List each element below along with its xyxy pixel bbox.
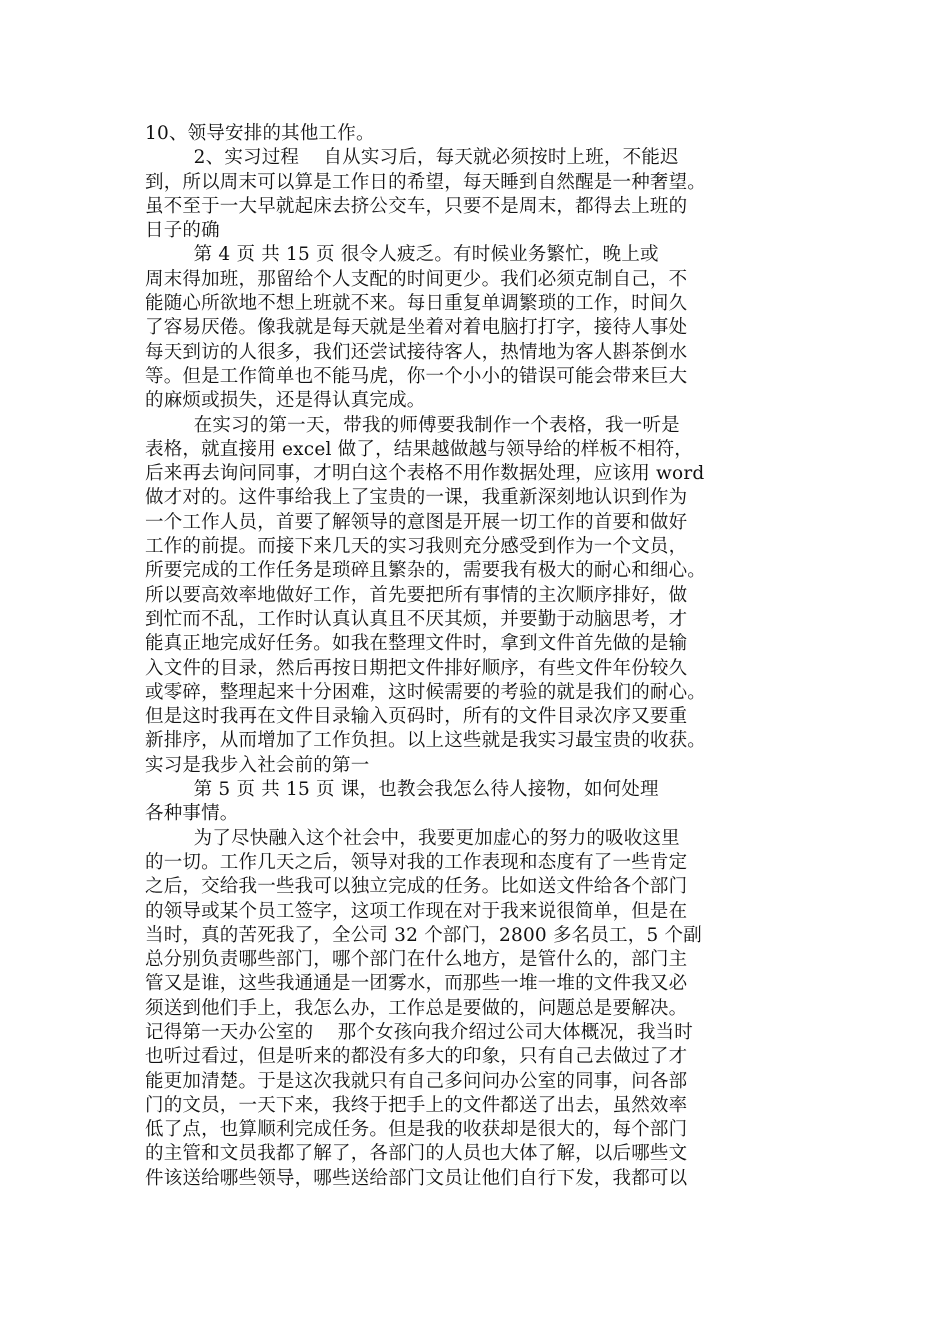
text-line: 每天到访的人很多，我们还尝试接待客人，热情地为客人斟茶倒水 <box>145 341 688 363</box>
text-line: 的领导或某个员工签字，这项工作现在对于我来说很简单，但是在 <box>145 900 688 922</box>
text-line: 管又是谁，这些我通通是一团雾水，而那些一堆一堆的文件我又必 <box>145 973 688 995</box>
text-line: 但是这时我再在文件目录输入页码时，所有的文件目录次序又要重 <box>145 706 688 728</box>
text-line: 记得第一天办公室的 那个女孩向我介绍过公司大体概况，我当时 <box>145 1021 693 1043</box>
text-line: 等。但是工作简单也不能马虎，你一个小小的错误可能会带来巨大 <box>145 365 688 387</box>
text-line: 为了尽快融入这个社会中，我要更加虚心的努力的吸收这里 <box>145 827 680 849</box>
text-line: 所要完成的工作任务是琐碎且繁杂的，需要我有极大的耐心和细心。 <box>145 560 707 582</box>
text-line: 到，所以周末可以算是工作日的希望，每天睡到自然醒是一种奢望。 <box>145 171 707 193</box>
text-line: 各种事情。 <box>145 803 239 825</box>
text-line: 2、实习过程 自从实习后，每天就必须按时上班，不能迟 <box>145 147 679 169</box>
text-line: 周末得加班，那留给个人支配的时间更少。我们必须克制自己，不 <box>145 268 688 290</box>
document-body <box>145 122 817 1191</box>
text-line: 当时，真的苦死我了，全公司 32 个部门，2800 多名员工，5 个副 <box>145 924 702 946</box>
text-line: 所以要高效率地做好工作，首先要把所有事情的主次顺序排好，做 <box>145 584 688 606</box>
text-line: 虽不至于一大早就起床去挤公交车，只要不是周末，都得去上班的 <box>145 195 688 217</box>
text-line: 或零碎，整理起来十分困难，这时候需要的考验的就是我们的耐心。 <box>145 681 707 703</box>
text-line: 10、领导安排的其他工作。 <box>145 123 375 144</box>
text-line: 的一切。工作几天之后，领导对我的工作表现和态度有了一些肯定 <box>145 851 688 873</box>
text-line: 后来再去询问同事，才明白这个表格不用作数据处理，应该用 word <box>145 463 705 485</box>
text-line: 之后，交给我一些我可以独立完成的任务。比如送文件给各个部门 <box>145 876 688 898</box>
text-line: 件该送给哪些领导，哪些送给部门文员让他们自行下发，我都可以 <box>145 1167 688 1189</box>
text-line: 表格，就直接用 excel 做了，结果越做越与领导给的样板不相符， <box>145 438 693 460</box>
text-line: 也听过看过，但是听来的都没有多大的印象，只有自己去做过了才 <box>145 1046 688 1068</box>
text-line: 门的文员，一天下来，我终于把手上的文件都送了出去，虽然效率 <box>145 1094 688 1116</box>
text-line: 新排序，从而增加了工作负担。以上这些就是我实习最宝贵的收获。 <box>145 730 707 752</box>
text-line: 工作的前提。而接下来几天的实习我则充分感受到作为一个文员， <box>145 536 688 558</box>
text-line: 做才对的。这件事给我上了宝贵的一课，我重新深刻地认识到作为 <box>145 487 688 509</box>
text-line: 能真正地完成好任务。如我在整理文件时，拿到文件首先做的是输 <box>145 633 688 655</box>
text-line: 低了点，也算顺利完成任务。但是我的收获却是很大的，每个部门 <box>145 1119 688 1141</box>
text-line: 在实习的第一天，带我的师傅要我制作一个表格，我一听是 <box>145 414 680 436</box>
text-line: 能随心所欲地不想上班就不来。每日重复单调繁琐的工作，时间久 <box>145 293 688 315</box>
text-line: 入文件的目录，然后再按日期把文件排好顺序，有些文件年份较久 <box>145 657 688 679</box>
text-line: 第 5 页 共 15 页 课，也教会我怎么待人接物，如何处理 <box>145 779 659 801</box>
text-line: 到忙而不乱，工作时认真认真且不厌其烦，并要勤于动脑思考，才 <box>145 608 688 630</box>
text-line: 须送到他们手上，我怎么办，工作总是要做的，问题总是要解决。 <box>145 997 688 1019</box>
text-line: 的麻烦或损失，还是得认真完成。 <box>145 390 426 412</box>
text-line: 能更加清楚。于是这次我就只有自己多问问办公室的同事，问各部 <box>145 1070 688 1092</box>
text-line: 一个工作人员，首要了解领导的意图是开展一切工作的首要和做好 <box>145 511 688 533</box>
text-line: 的主管和文员我都了解了，各部门的人员也大体了解，以后哪些文 <box>145 1143 688 1165</box>
text-line: 第 4 页 共 15 页 很令人疲乏。有时候业务繁忙，晚上或 <box>145 244 659 266</box>
text-line: 了容易厌倦。像我就是每天就是坐着对着电脑打打字，接待人事处 <box>145 317 688 339</box>
text-line: 实习是我步入社会前的第一 <box>145 754 370 776</box>
text-line: 总分别负责哪些部门，哪个部门在什么地方，是管什么的，部门主 <box>145 949 688 971</box>
text-line: 日子的确 <box>145 220 220 242</box>
